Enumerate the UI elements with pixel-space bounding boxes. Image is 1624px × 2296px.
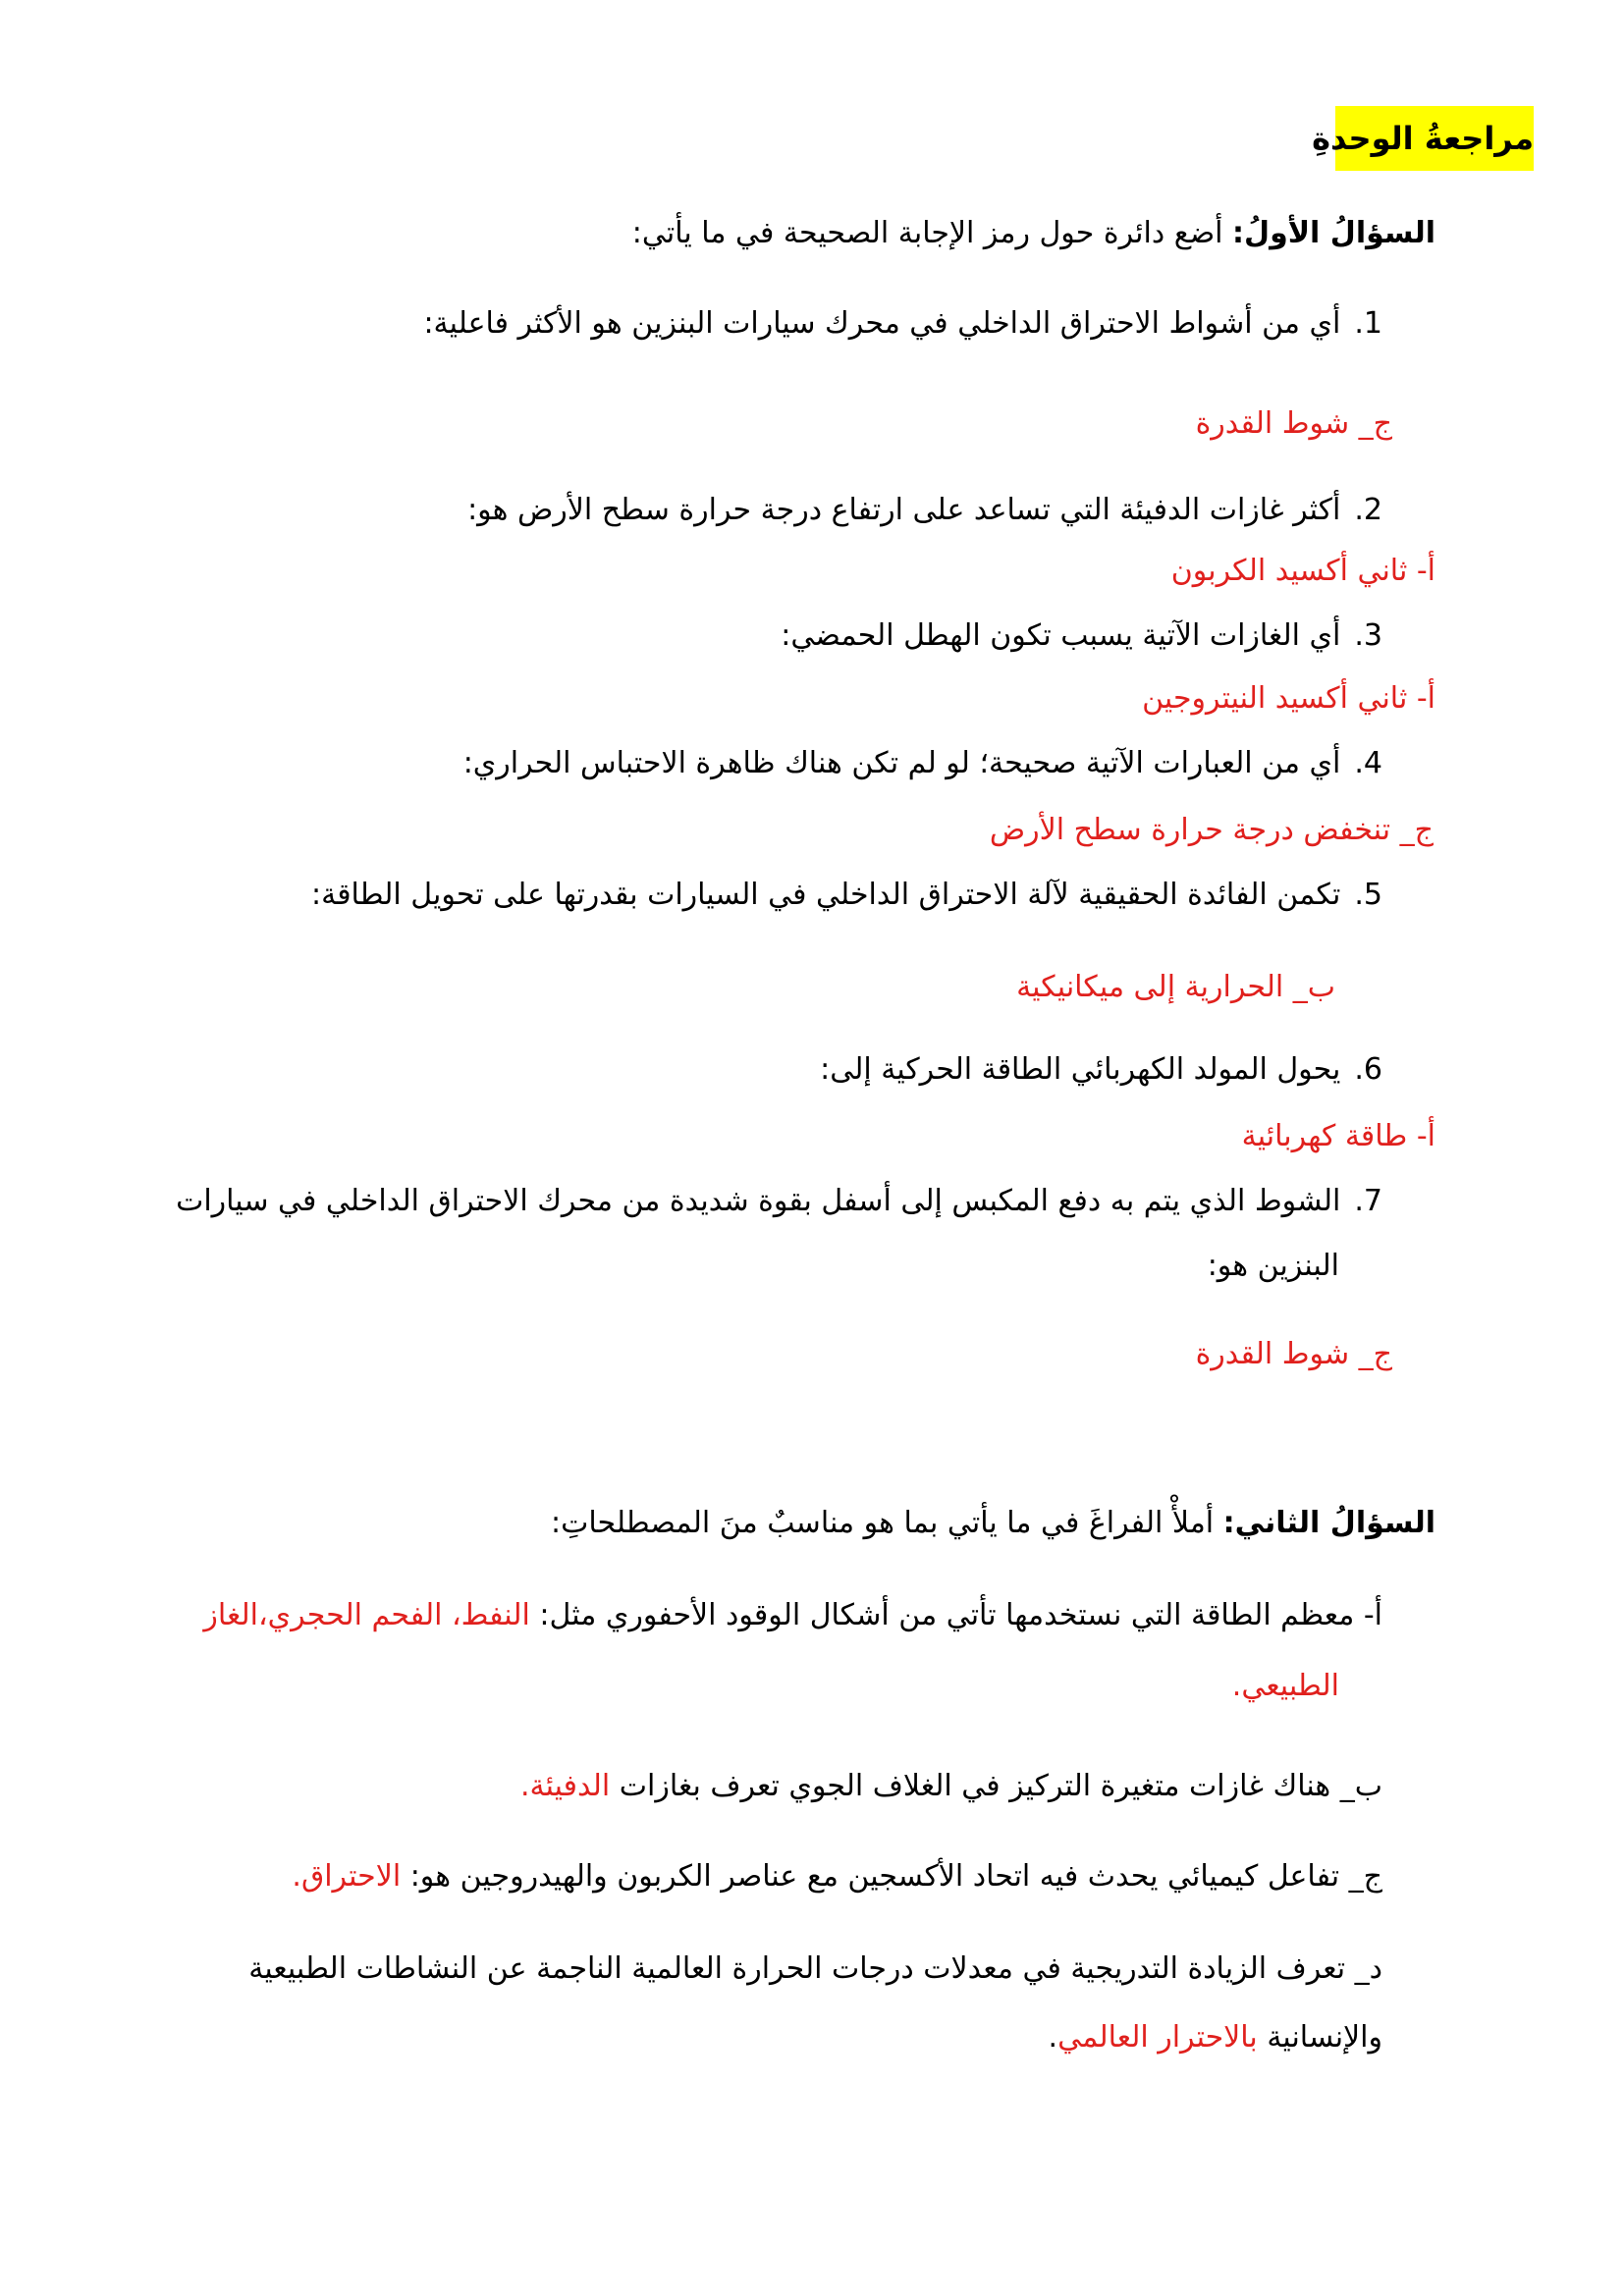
q1-item-7-continued: البنزين هو:: [1207, 1249, 1339, 1283]
q1-answer-6: أ- طاقة كهربائية: [1241, 1119, 1435, 1153]
item-text: والإنسانية: [1257, 2020, 1382, 2055]
item-text: أكثر غازات الدفيئة التي تساعد على ارتفاع درجة حرارة سطح الأرض هو:: [467, 493, 1341, 527]
item-answer: النفط، الفحم الحجري،الغاز: [203, 1598, 530, 1632]
q1-answer-2: أ- ثاني أكسيد الكربون: [1170, 554, 1435, 588]
item-text: أ- معظم الطاقة التي نستخدمها تأتي من أشكال الوقود الأحفوري مثل:: [529, 1598, 1382, 1632]
item-text: يحول المولد الكهربائي الطاقة الحركية إلى:: [820, 1052, 1341, 1087]
item-answer: الدفيئة.: [519, 1769, 611, 1803]
item-number: 6.: [1354, 1052, 1382, 1087]
q2-item-d: د_ تعرف الزيادة التدريجية في معدلات درجات الحرارة العالمية الناجمة عن النشاطات الطبيعية: [248, 1951, 1382, 1986]
item-text: ج_ تفاعل كيميائي يحدث فيه اتحاد الأكسجين مع عناصر الكربون والهيدروجين هو:: [401, 1859, 1382, 1894]
q1-answer-3: أ- ثاني أكسيد النيتروجين: [1142, 681, 1435, 716]
item-text: الشوط الذي يتم به دفع المكبس إلى أسفل بقوة شديدة من محرك الاحتراق الداخلي في سيارات: [176, 1184, 1341, 1218]
page-title: مراجعةُ الوحدةِ: [1335, 106, 1534, 171]
q1-item-2: [467, 491, 1382, 530]
q1-item-7: [176, 1182, 1382, 1221]
item-text: أي من العبارات الآتية صحيحة؛ لو لم تكن هناك ظاهرة الاحتباس الحراري:: [462, 746, 1341, 780]
item-text: ب_ هناك غازات متغيرة التركيز في الغلاف الجوي تعرف بغازات: [610, 1769, 1382, 1803]
q2-item-b: [520, 1767, 1382, 1806]
q2-item-a: [203, 1596, 1382, 1635]
q1-answer-1: ج_ شوط القدرة: [1195, 406, 1392, 441]
item-text: أي من أشواط الاحتراق الداخلي في محرك سيارات البنزين هو الأكثر فاعلية:: [423, 306, 1341, 341]
q1-heading: [632, 214, 1435, 253]
q1-item-4: [463, 744, 1382, 783]
item-answer: بالاحترار العالمي: [1057, 2020, 1258, 2055]
item-text: أي الغازات الآتية يسبب تكون الهطل الحمضي:: [781, 618, 1341, 653]
q1-answer-5: ب_ الحرارية إلى ميكانيكية: [1016, 970, 1335, 1004]
q2-item-a-continued: الطبيعي.: [1231, 1669, 1339, 1703]
q2-item-c: [292, 1857, 1382, 1896]
q2-label: السؤالُ الثاني:: [1222, 1506, 1435, 1540]
q1-label: السؤالُ الأولُ:: [1232, 216, 1435, 250]
item-number: 7.: [1354, 1184, 1382, 1218]
item-number: 4.: [1354, 746, 1382, 780]
q2-item-d-continued: [1049, 2018, 1382, 2057]
q2-instruction: أملأْ الفراغَ في ما يأتي بما هو مناسبٌ منَ المصطلحاتِ:: [551, 1506, 1223, 1540]
item-number: 2.: [1354, 493, 1382, 527]
item-suffix: .: [1048, 2020, 1058, 2055]
q1-answer-7: ج_ شوط القدرة: [1195, 1337, 1392, 1371]
q1-item-3: [781, 616, 1382, 656]
q1-instruction: أضع دائرة حول رمز الإجابة الصحيحة في ما يأتي:: [631, 216, 1233, 250]
q1-item-5: [311, 876, 1382, 915]
q1-item-1: [423, 304, 1382, 344]
q2-heading: [551, 1504, 1435, 1543]
item-number: 1.: [1354, 306, 1382, 341]
q1-answer-4: ج_ تنخفض درجة حرارة سطح الأرض: [989, 813, 1434, 847]
item-text: تكمن الفائدة الحقيقية لآلة الاحتراق الداخلي في السيارات بقدرتها على تحويل الطاقة:: [311, 878, 1341, 912]
item-number: 3.: [1354, 618, 1382, 653]
q1-item-6: [820, 1050, 1382, 1090]
item-number: 5.: [1354, 878, 1382, 912]
item-answer: الاحتراق.: [292, 1859, 402, 1894]
